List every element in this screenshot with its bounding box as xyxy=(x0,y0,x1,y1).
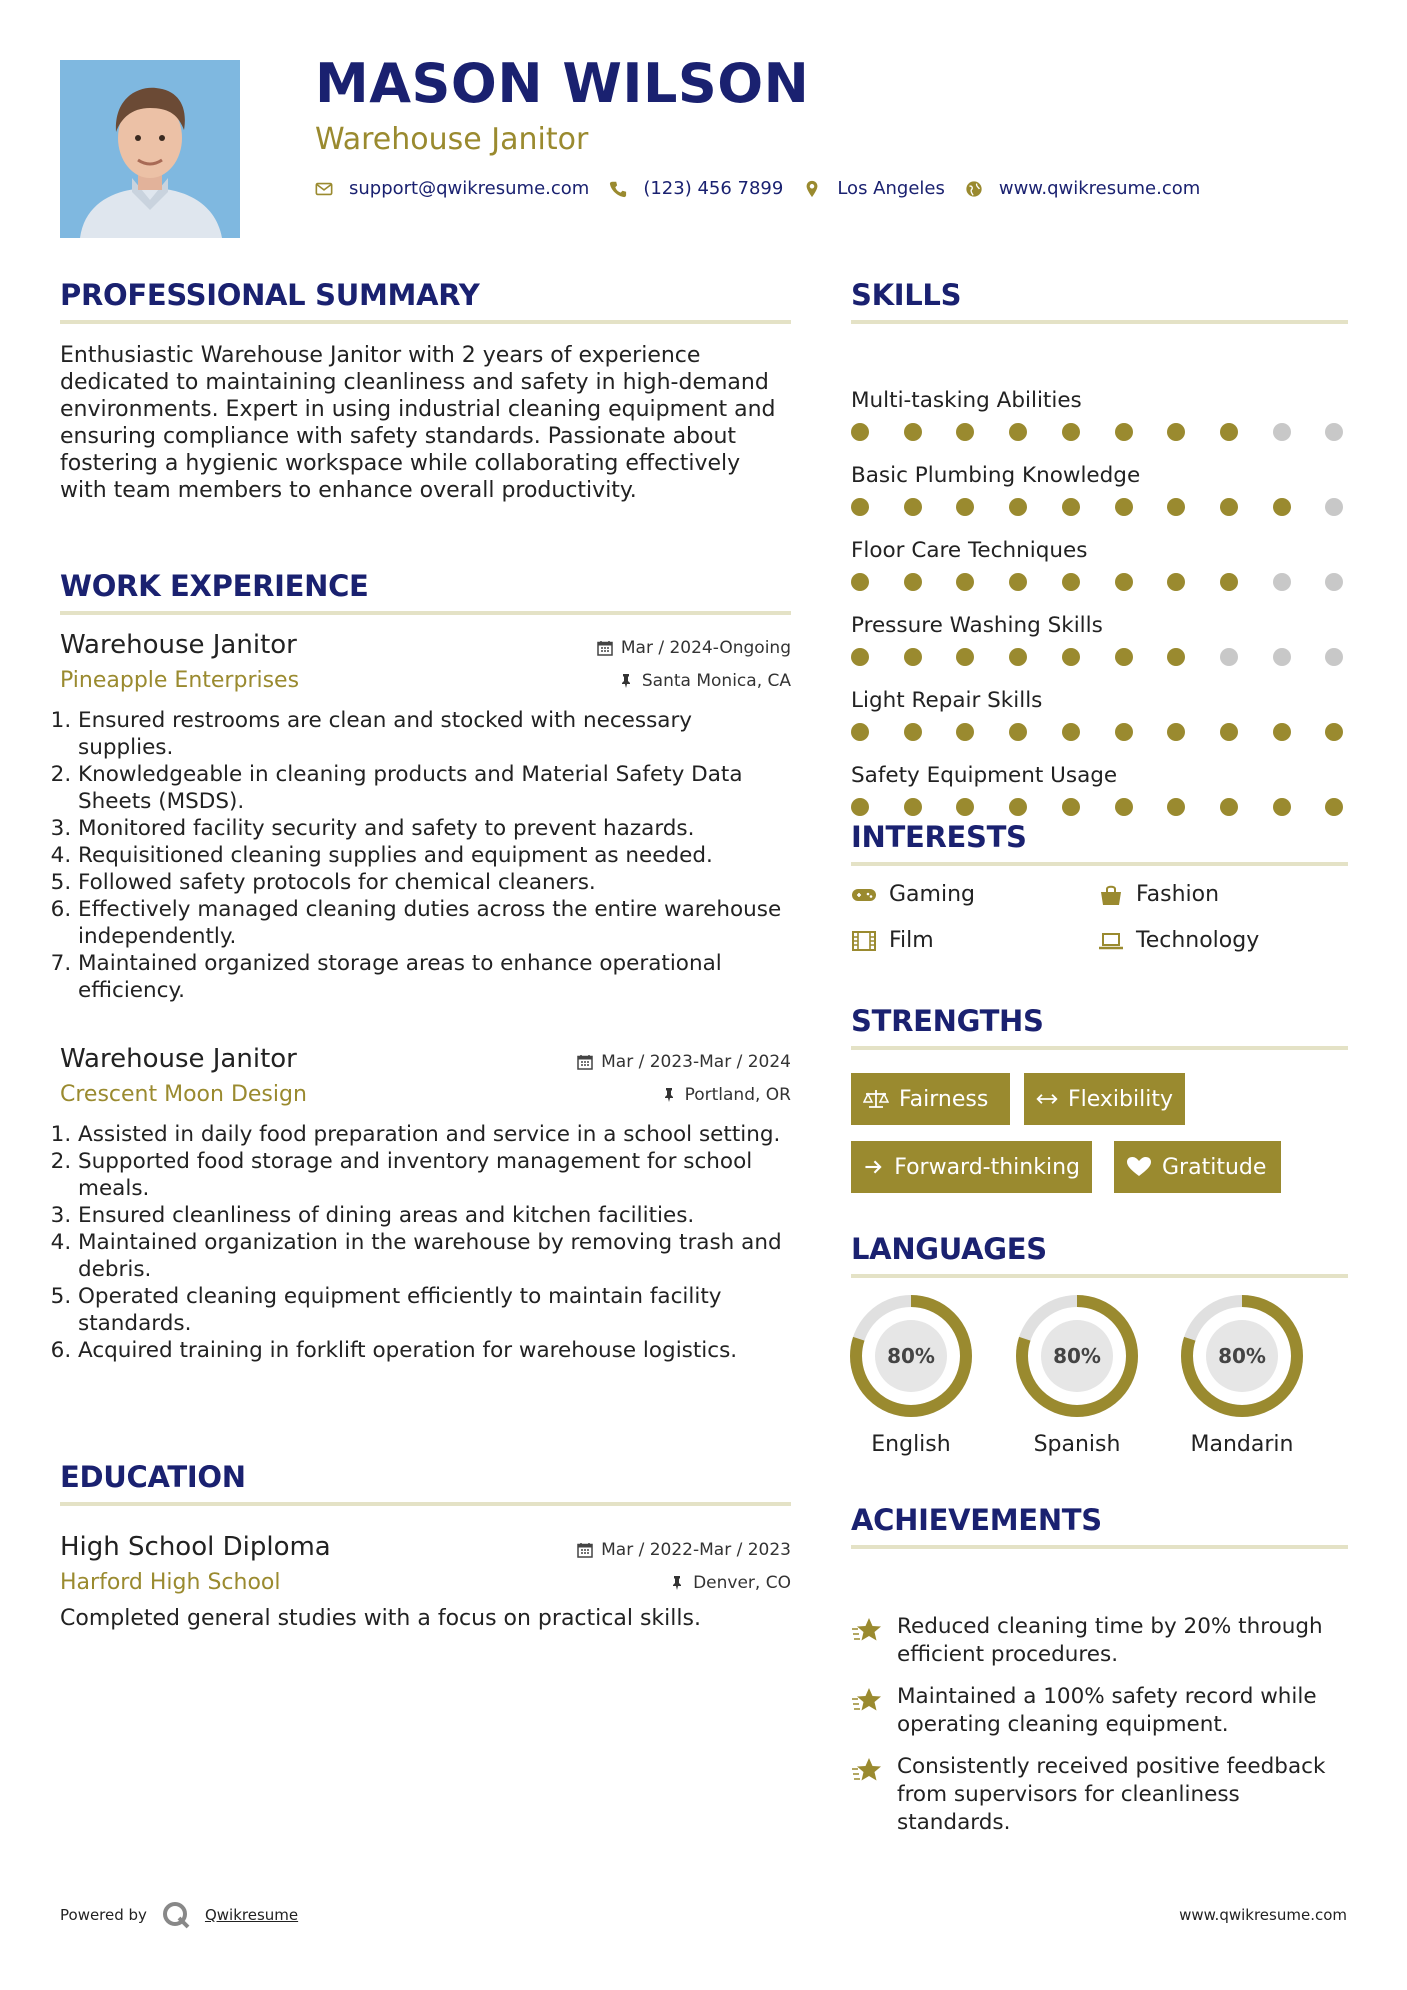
summary-section xyxy=(60,278,791,504)
interest-item xyxy=(851,928,934,953)
list-item: 5. Followed safety protocols for chemical cleaners. xyxy=(78,869,791,896)
avatar-icon xyxy=(60,60,240,238)
skill-rating xyxy=(851,723,1348,743)
skill-dot-empty xyxy=(1273,423,1291,441)
phone-icon xyxy=(609,180,627,198)
job-location-text: Santa Monica, CA xyxy=(641,670,791,691)
skill-dot-filled xyxy=(1167,573,1185,591)
skill-dot-filled xyxy=(1167,723,1185,741)
website-text: www.qwikresume.com xyxy=(998,178,1201,199)
skill-name: Pressure Washing Skills xyxy=(851,613,1103,638)
list-item: 4. Requisitioned cleaning supplies and equipment as needed. xyxy=(78,842,791,869)
bag-icon xyxy=(1098,884,1124,906)
skill-dot-empty xyxy=(1325,648,1343,666)
skill-item xyxy=(851,538,1348,593)
language-ring xyxy=(849,1294,973,1418)
calendar-icon xyxy=(577,1054,593,1070)
skill-dot-filled xyxy=(851,423,869,441)
skill-rating xyxy=(851,798,1348,818)
skill-dot-filled xyxy=(1062,498,1080,516)
skill-dot-filled xyxy=(904,498,922,516)
skill-dot-filled xyxy=(1220,798,1238,816)
job-dates xyxy=(577,1052,791,1072)
skill-dot-filled xyxy=(904,573,922,591)
list-item: 7. Maintained organized storage areas to enhance operational efficiency. xyxy=(78,950,791,1004)
language-name: English xyxy=(871,1432,951,1457)
skill-dot-filled xyxy=(1273,798,1291,816)
contact-email[interactable] xyxy=(315,178,589,199)
skill-dot-filled xyxy=(851,573,869,591)
footer-brand xyxy=(60,1900,298,1930)
interest-label: Technology xyxy=(1136,928,1260,953)
skill-name: Multi-tasking Abilities xyxy=(851,388,1082,413)
experience-section xyxy=(60,569,791,615)
skill-dot-filled xyxy=(1167,423,1185,441)
job-title: Warehouse Janitor xyxy=(60,1044,297,1074)
skill-rating xyxy=(851,498,1348,518)
job-dates-text: Mar / 2023-Mar / 2024 xyxy=(601,1052,791,1072)
star-medal-icon xyxy=(851,1615,883,1645)
job-location xyxy=(618,671,791,691)
pushpin-icon xyxy=(618,673,634,689)
strength-label: Fairness xyxy=(899,1086,989,1112)
strength-tag xyxy=(1114,1141,1281,1193)
summary-text: Enthusiastic Warehouse Janitor with 2 years of experience dedicated to maintaining cleanliness and safety in high-demand environments. Expert in using industrial cleaning equipment and ensuring compliance with safety standards. Passionate about fostering a hygienic workspace while collaborating effectively with team members to enhance overall productivity. xyxy=(60,343,776,503)
skill-dot-filled xyxy=(1115,573,1133,591)
skill-dot-filled xyxy=(1220,723,1238,741)
job-bullets xyxy=(60,1121,791,1364)
language-name: Spanish xyxy=(1033,1432,1121,1457)
skill-item xyxy=(851,613,1348,668)
skill-dot-empty xyxy=(1273,573,1291,591)
film-icon xyxy=(851,930,877,952)
list-item: 2. Knowledgeable in cleaning products and Material Safety Data Sheets (MSDS). xyxy=(78,761,791,815)
calendar-icon xyxy=(597,640,613,656)
profile-photo xyxy=(60,60,240,238)
list-item: 5. Operated cleaning equipment efficiently to maintain facility standards. xyxy=(78,1283,791,1337)
company-name: Pineapple Enterprises xyxy=(60,668,300,693)
education-heading: EDUCATION xyxy=(60,1460,791,1506)
skill-dot-filled xyxy=(1009,573,1027,591)
skill-dot-filled xyxy=(1115,498,1133,516)
skill-dot-filled xyxy=(1273,723,1291,741)
list-item: 6. Effectively managed cleaning duties across the entire warehouse independently. xyxy=(78,896,791,950)
language-name: Mandarin xyxy=(1190,1432,1294,1457)
qwikresume-logo-icon xyxy=(161,1900,191,1930)
list-item: 4. Maintained organization in the warehouse by removing trash and debris. xyxy=(78,1229,791,1283)
skill-dot-filled xyxy=(1115,723,1133,741)
skill-dot-filled xyxy=(956,498,974,516)
education-dates xyxy=(577,1540,791,1560)
skill-name: Floor Care Techniques xyxy=(851,538,1088,563)
experience-heading: WORK EXPERIENCE xyxy=(60,569,791,615)
strength-tag xyxy=(1024,1073,1185,1125)
skill-dot-filled xyxy=(851,723,869,741)
skill-rating xyxy=(851,573,1348,593)
interest-label: Film xyxy=(889,928,934,953)
skill-rating xyxy=(851,648,1348,668)
contact-bar xyxy=(315,178,1220,199)
skill-rating xyxy=(851,423,1348,443)
skill-name: Light Repair Skills xyxy=(851,688,1043,713)
language-item xyxy=(849,1294,973,1457)
skill-dot-filled xyxy=(1009,723,1027,741)
phone-text: (123) 456 7899 xyxy=(643,178,784,199)
skill-name: Basic Plumbing Knowledge xyxy=(851,463,1141,488)
skills-heading: SKILLS xyxy=(851,278,1348,324)
achievement-text: Consistently received positive feedback from supervisors for cleanliness standards. xyxy=(897,1754,1326,1835)
degree-title: High School Diploma xyxy=(60,1532,331,1562)
skill-dot-filled xyxy=(851,648,869,666)
skill-dot-filled xyxy=(956,798,974,816)
skill-dot-filled xyxy=(904,423,922,441)
language-ring xyxy=(1180,1294,1304,1418)
language-item xyxy=(1015,1294,1139,1457)
job-bullets xyxy=(60,707,791,1004)
job-dates xyxy=(597,638,791,658)
job-1 xyxy=(60,630,791,1004)
gamepad-icon xyxy=(851,884,877,906)
strengths-section xyxy=(851,1004,1348,1050)
education-location-text: Denver, CO xyxy=(693,1572,791,1593)
achievements-section xyxy=(851,1503,1348,1835)
skills-section xyxy=(851,278,1348,788)
skill-dot-filled xyxy=(1325,798,1343,816)
skill-dot-filled xyxy=(1115,648,1133,666)
job-location xyxy=(661,1085,791,1105)
calendar-icon xyxy=(577,1542,593,1558)
envelope-icon xyxy=(315,180,333,198)
achievement-item xyxy=(851,1753,1348,1837)
interest-label: Fashion xyxy=(1136,882,1220,907)
skill-dot-filled xyxy=(904,648,922,666)
footer-site[interactable]: www.qwikresume.com xyxy=(1179,1906,1347,1924)
languages-section xyxy=(851,1232,1348,1278)
language-percent: 80% xyxy=(1218,1344,1266,1368)
skill-item xyxy=(851,763,1348,818)
map-pin-icon xyxy=(803,180,821,198)
skill-dot-filled xyxy=(1062,573,1080,591)
skill-dot-filled xyxy=(1009,798,1027,816)
skill-dot-filled xyxy=(1220,573,1238,591)
arrows-icon xyxy=(1036,1088,1058,1110)
skill-dot-filled xyxy=(1167,498,1185,516)
skill-dot-filled xyxy=(1220,498,1238,516)
skill-dot-filled xyxy=(851,798,869,816)
achievement-item xyxy=(851,1613,1348,1669)
skill-dot-filled xyxy=(956,573,974,591)
interests-section xyxy=(851,820,1348,866)
skill-item xyxy=(851,463,1348,518)
strength-tag xyxy=(851,1141,1092,1193)
summary-heading: PROFESSIONAL SUMMARY xyxy=(60,278,791,324)
skill-dot-filled xyxy=(1325,723,1343,741)
email-text: support@qwikresume.com xyxy=(349,178,590,199)
list-item: 1. Assisted in daily food preparation and service in a school setting. xyxy=(78,1121,791,1148)
skill-item xyxy=(851,388,1348,443)
skill-dot-filled xyxy=(1167,798,1185,816)
candidate-name: MASON WILSON xyxy=(315,52,810,115)
skill-dot-empty xyxy=(1220,648,1238,666)
skill-dot-empty xyxy=(1325,498,1343,516)
candidate-title: Warehouse Janitor xyxy=(315,122,589,157)
education-location xyxy=(669,1573,791,1593)
list-item: 1. Ensured restrooms are clean and stocked with necessary supplies. xyxy=(78,707,791,761)
star-medal-icon xyxy=(851,1685,883,1715)
education-text: Completed general studies with a focus on practical skills. xyxy=(60,1606,701,1631)
laptop-icon xyxy=(1098,930,1124,952)
scale-icon xyxy=(863,1088,889,1110)
skill-dot-filled xyxy=(1062,648,1080,666)
language-item xyxy=(1180,1294,1304,1457)
school-name: Harford High School xyxy=(60,1570,281,1595)
skill-dot-filled xyxy=(1273,498,1291,516)
strength-label: Flexibility xyxy=(1068,1086,1173,1112)
skill-dot-empty xyxy=(1325,573,1343,591)
language-percent: 80% xyxy=(1053,1344,1101,1368)
skill-dot-filled xyxy=(1062,723,1080,741)
contact-phone[interactable] xyxy=(609,178,783,199)
achievements-heading: ACHIEVEMENTS xyxy=(851,1503,1348,1549)
skill-dot-filled xyxy=(904,798,922,816)
star-medal-icon xyxy=(851,1755,883,1785)
pushpin-icon xyxy=(669,1575,685,1591)
skill-dot-filled xyxy=(1062,798,1080,816)
education-section xyxy=(60,1460,791,1632)
skill-dot-filled xyxy=(1009,648,1027,666)
skill-item xyxy=(851,688,1348,743)
skill-dot-filled xyxy=(1009,498,1027,516)
list-item: 3. Monitored facility security and safety to prevent hazards. xyxy=(78,815,791,842)
language-ring xyxy=(1015,1294,1139,1418)
languages-heading: LANGUAGES xyxy=(851,1232,1348,1278)
list-item: 6. Acquired training in forklift operation for warehouse logistics. xyxy=(78,1337,791,1364)
job-dates-text: Mar / 2024-Ongoing xyxy=(620,638,791,658)
list-item: 3. Ensured cleanliness of dining areas and kitchen facilities. xyxy=(78,1202,791,1229)
skill-dot-filled xyxy=(1062,423,1080,441)
skill-dot-filled xyxy=(956,423,974,441)
company-name: Crescent Moon Design xyxy=(60,1082,307,1107)
pushpin-icon xyxy=(661,1087,677,1103)
strengths-heading: STRENGTHS xyxy=(851,1004,1348,1050)
contact-location xyxy=(803,178,945,199)
skill-dot-filled xyxy=(1220,423,1238,441)
skill-dot-filled xyxy=(1167,648,1185,666)
skill-dot-filled xyxy=(956,723,974,741)
skill-dot-empty xyxy=(1273,648,1291,666)
skill-dot-filled xyxy=(851,498,869,516)
skill-name: Safety Equipment Usage xyxy=(851,763,1118,788)
achievement-text: Reduced cleaning time by 20% through efficient procedures. xyxy=(897,1614,1323,1667)
arrow-right-icon xyxy=(863,1156,884,1178)
heart-icon xyxy=(1126,1156,1152,1178)
skill-dot-filled xyxy=(1009,423,1027,441)
job-title: Warehouse Janitor xyxy=(60,630,297,660)
interest-item xyxy=(851,882,975,907)
strength-label: Forward-thinking xyxy=(894,1154,1080,1180)
skill-dot-empty xyxy=(1325,423,1343,441)
contact-website[interactable] xyxy=(965,178,1200,199)
globe-icon xyxy=(965,180,983,198)
list-item: 2. Supported food storage and inventory management for school meals. xyxy=(78,1148,791,1202)
interest-item xyxy=(1098,928,1259,953)
strength-label: Gratitude xyxy=(1162,1154,1267,1180)
language-percent: 80% xyxy=(887,1344,935,1368)
location-text: Los Angeles xyxy=(837,178,945,199)
skill-dot-filled xyxy=(956,648,974,666)
strength-tag xyxy=(851,1073,1010,1125)
skill-dot-filled xyxy=(904,723,922,741)
brand-link[interactable]: Qwikresume xyxy=(204,1906,299,1924)
job-location-text: Portland, OR xyxy=(684,1084,791,1105)
interests-heading: INTERESTS xyxy=(851,820,1348,866)
skill-dot-filled xyxy=(1115,798,1133,816)
interest-label: Gaming xyxy=(889,882,975,907)
achievement-text: Maintained a 100% safety record while operating cleaning equipment. xyxy=(897,1684,1317,1737)
job-2 xyxy=(60,1044,791,1364)
powered-by-text: Powered by xyxy=(60,1906,147,1924)
interest-item xyxy=(1098,882,1219,907)
achievement-item xyxy=(851,1683,1348,1739)
skill-dot-filled xyxy=(1115,423,1133,441)
education-dates-text: Mar / 2022-Mar / 2023 xyxy=(601,1540,791,1560)
